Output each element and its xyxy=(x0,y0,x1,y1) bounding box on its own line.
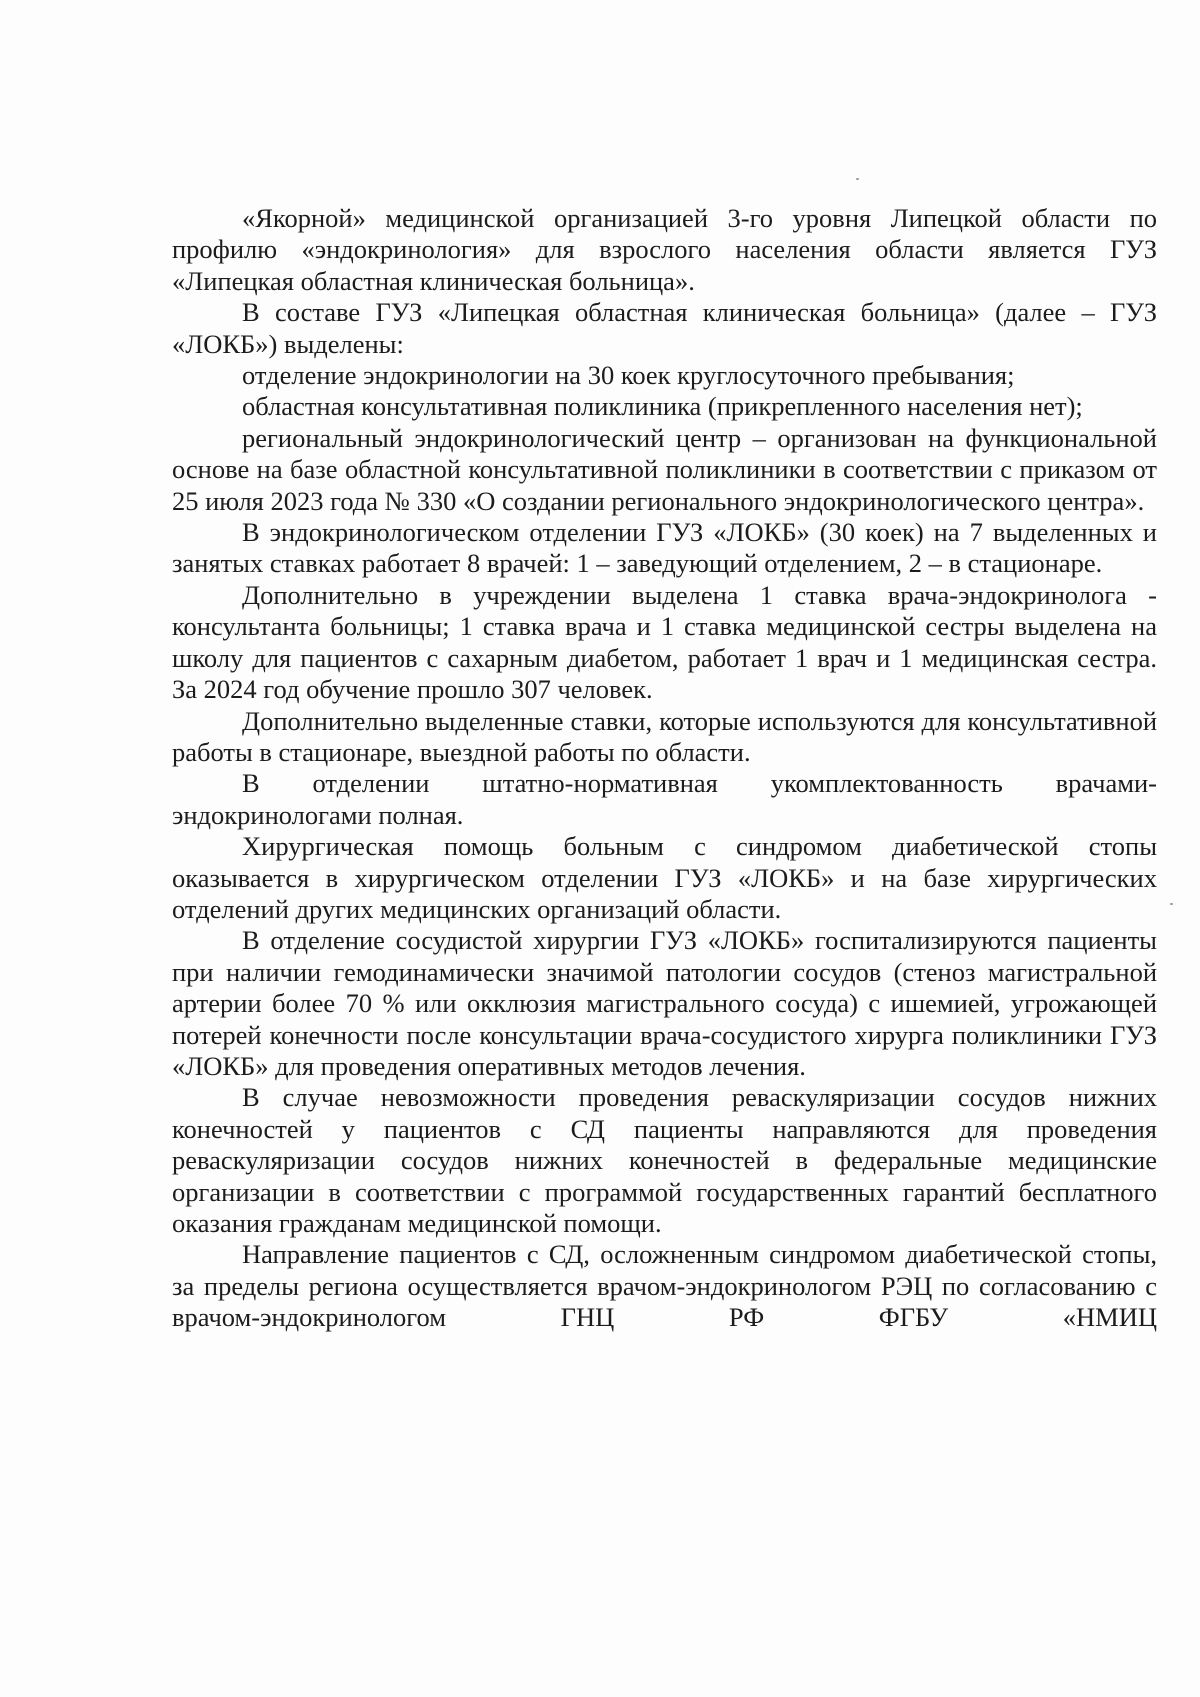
paragraph-staff-completeness: В отделении штатно-нормативная укомплектованность врачами-эндокринологами полная. xyxy=(172,768,1157,830)
paragraph-consultative-work: Дополнительно выделенные ставки, которые используются для консультативной работы в стационаре, выездной работы по области. xyxy=(172,705,1157,767)
scan-speck xyxy=(1170,903,1173,905)
scan-speck xyxy=(856,178,859,180)
paragraph-additional-positions: Дополнительно в учреждении выделена 1 ставка врача-эндокринолога - консультанта больницы; 1 ставка врача и 1 ставка медицинской сестры выделена на школу для пациентов с сахарным диабетом, работает 1 врач и 1 медицинская сестра. За 2024 год обучение прошло 307 человек. xyxy=(172,579,1157,705)
document-body xyxy=(172,203,1157,1334)
paragraph-anchor-organization: «Якорной» медицинской организацией 3-го уровня Липецкой области по профилю «эндокринология» для взрослого населения области является ГУЗ «Липецкая областная клиническая больница». xyxy=(172,203,1157,296)
paragraph-referral: Направление пациентов с СД, осложненным синдромом диабетической стопы, за пределы региона осуществляется врачом-эндокринологом РЭЦ по согласованию с врачом-эндокринологом ГНЦ РФ ФГБУ «НМИЦ xyxy=(172,1239,1157,1333)
list-item-regional-center: региональный эндокринологический центр – организован на функциональной основе на базе областной консультативной поликлиники в соответствии с приказом от 25 июля 2023 года № 330 «О создании регионального эндокринологического центра». xyxy=(172,422,1157,516)
list-item-endocrinology-department: отделение эндокринологии на 30 коек круглосуточного пребывания; xyxy=(242,360,1015,391)
paragraph-lokb-structure: В составе ГУЗ «Липецкая областная клиническая больница» (далее – ГУЗ «ЛОКБ») выделены: xyxy=(172,297,1157,359)
paragraph-vascular-surgery: В отделение сосудистой хирургии ГУЗ «ЛОКБ» госпитализируются пациенты при наличии гемодинамически значимой патологии сосудов (стеноз магистральной артерии более 70 % или окклюзия магистрального сосуда) с ишемией, угрожающей потерей конечности после консультации врача-сосудистого хирурга поликлиники ГУЗ «ЛОКБ» для проведения оперативных методов лечения. xyxy=(172,925,1157,1081)
list-item-consultative-polyclinic: областная консультативная поликлиника (прикрепленного населения нет); xyxy=(242,391,1083,422)
paragraph-revascularization: В случае невозможности проведения реваскуляризации сосудов нижних конечностей у пациентов с СД пациенты направляются для проведения реваскуляризации сосудов нижних конечностей в федеральные медицинские организации в соответствии с программой государственных гарантий бесплатного оказания гражданам медицинской помощи. xyxy=(172,1082,1157,1238)
paragraph-surgical-help: Хирургическая помощь больным с синдромом диабетической стопы оказывается в хирургическом отделении ГУЗ «ЛОКБ» и на базе хирургических отделений других медицинских организаций области. xyxy=(172,831,1157,924)
paragraph-staffing: В эндокринологическом отделении ГУЗ «ЛОКБ» (30 коек) на 7 выделенных и занятых ставках работает 8 врачей: 1 – заведующий отделением, 2 – в стационаре. xyxy=(172,517,1157,579)
